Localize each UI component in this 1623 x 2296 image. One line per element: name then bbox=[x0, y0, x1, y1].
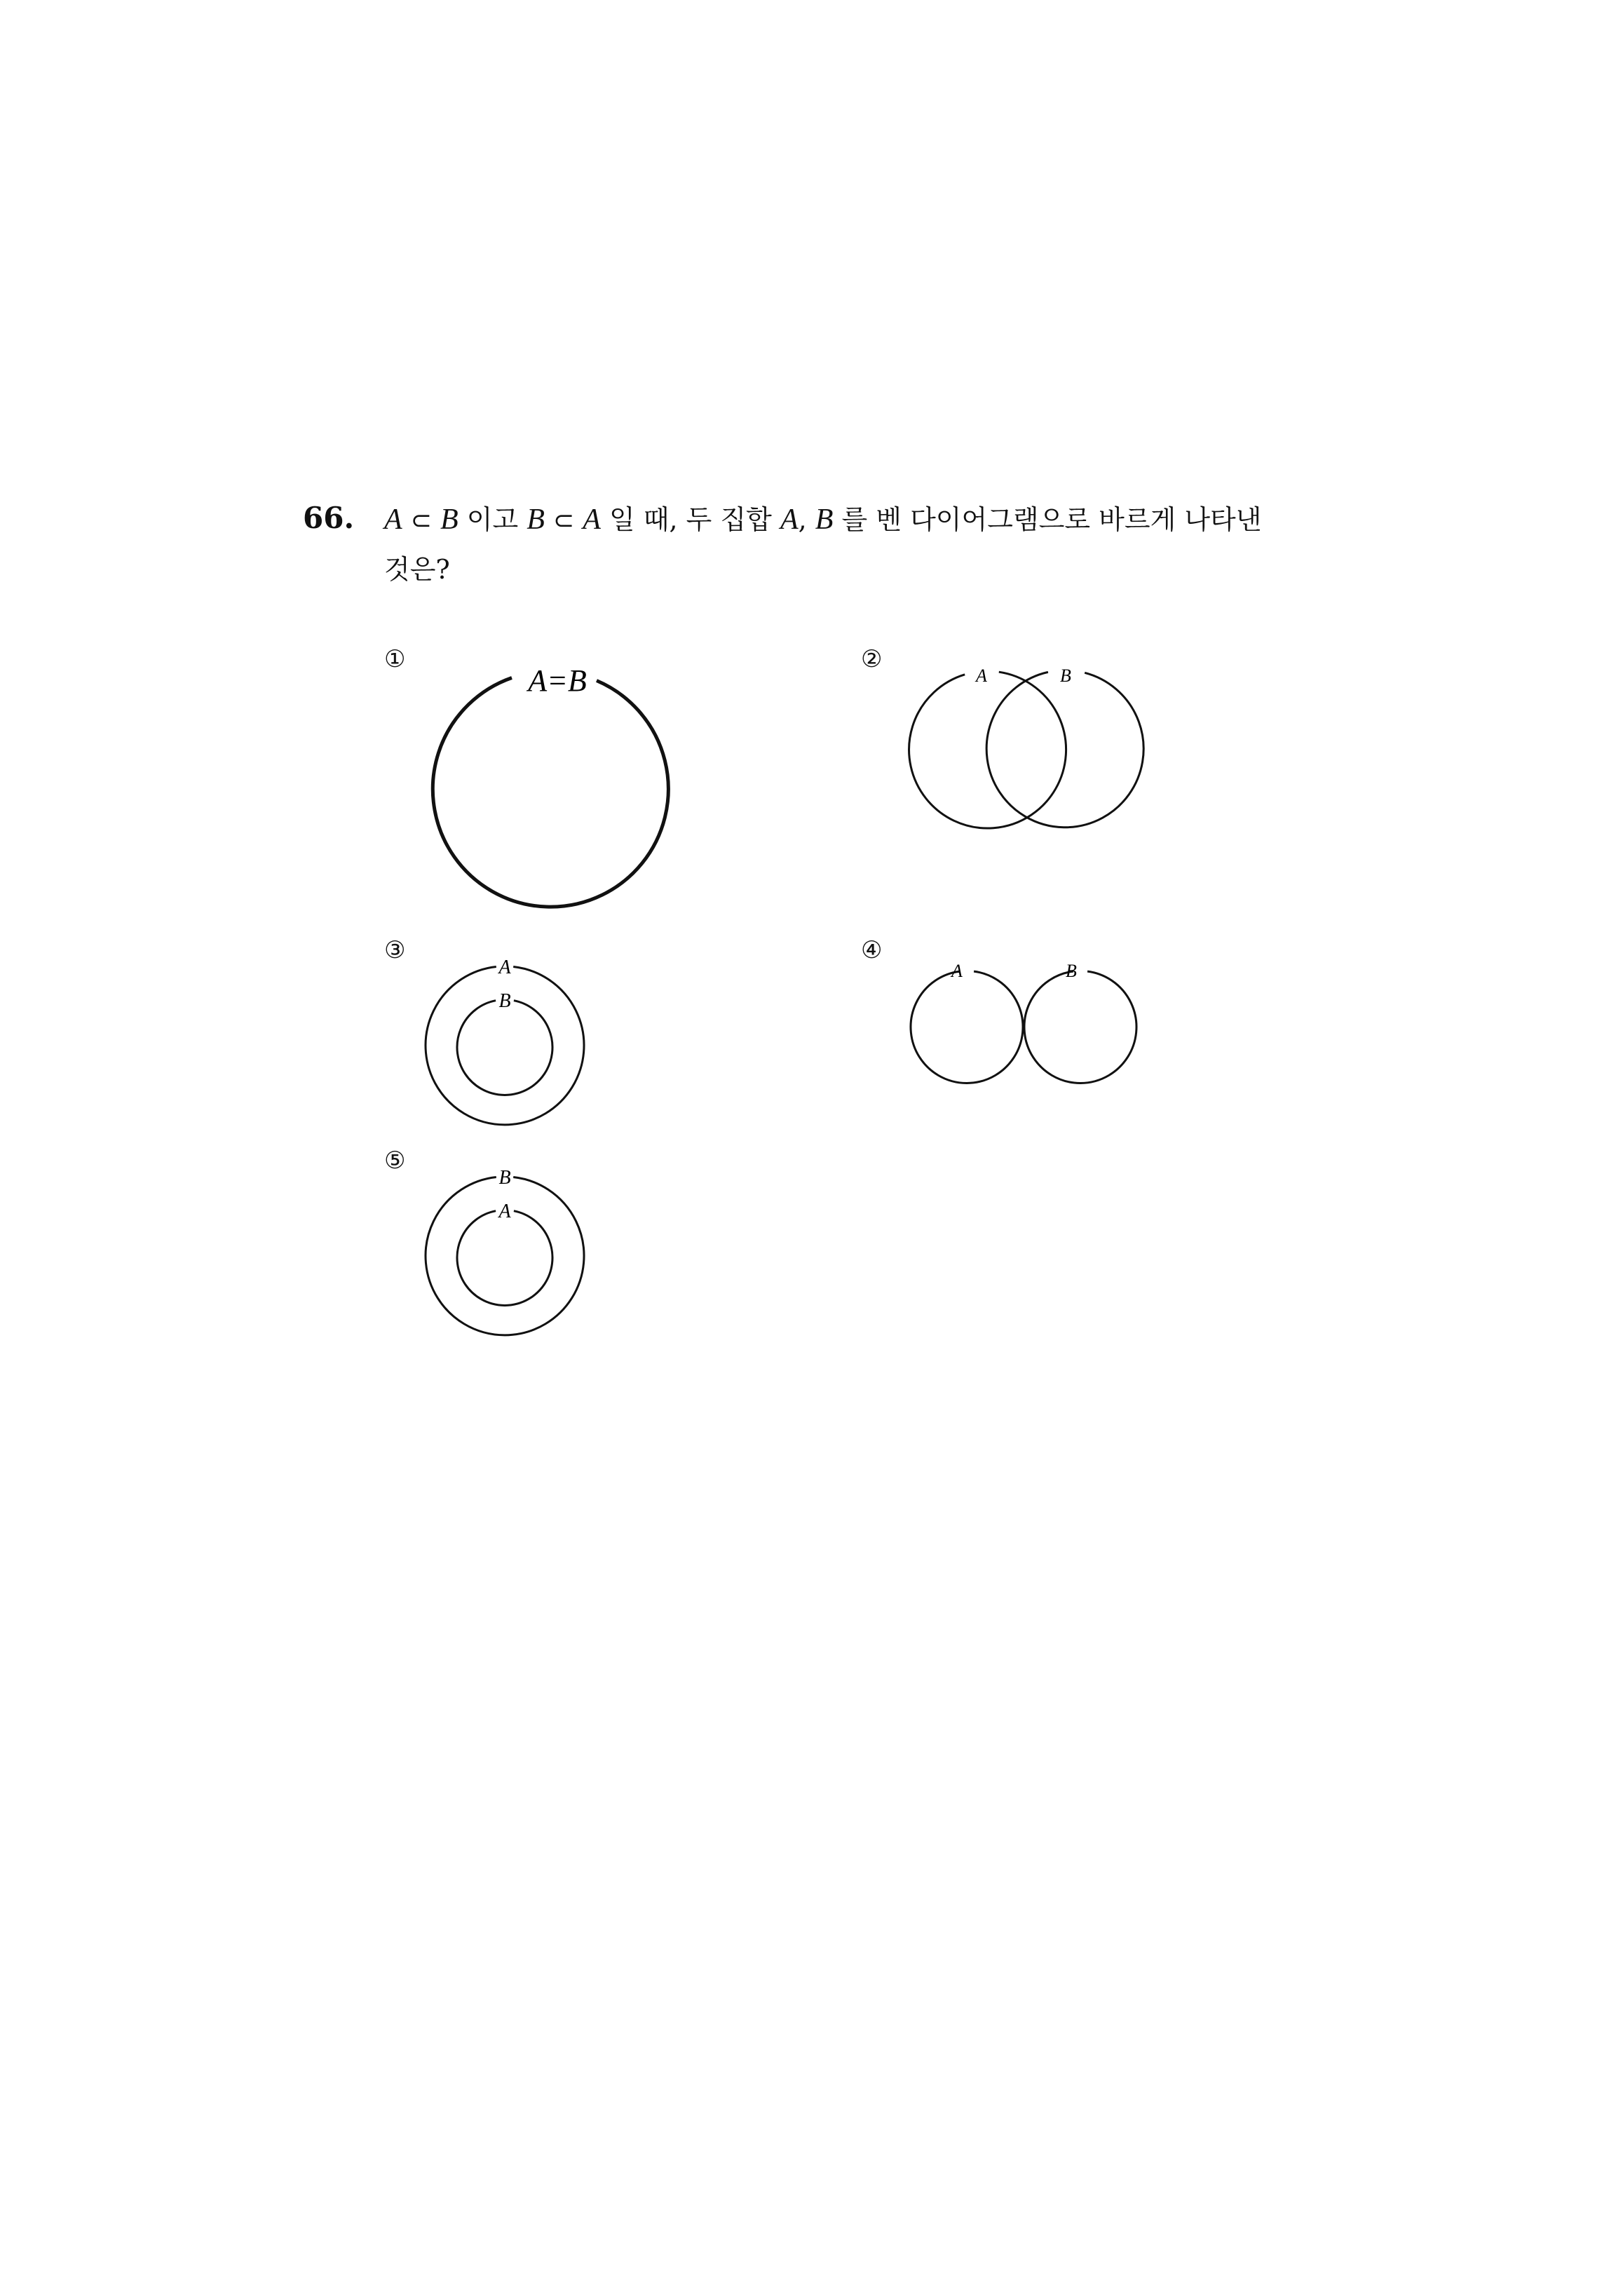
choice-4-mark[interactable]: ④ bbox=[861, 936, 883, 964]
label-a-equals-b: A=B bbox=[528, 663, 587, 698]
circle-inner-a bbox=[457, 1211, 552, 1306]
choice-1-mark[interactable]: ① bbox=[384, 645, 406, 673]
label-b: B bbox=[1060, 666, 1071, 686]
label-b: B bbox=[1066, 961, 1077, 981]
subset-symbol: ⊂ bbox=[410, 506, 432, 535]
set-a: A bbox=[780, 504, 799, 536]
label-outer-b: B bbox=[498, 1167, 511, 1189]
choice-1-diagram[interactable] bbox=[421, 652, 701, 933]
circle-b bbox=[1024, 971, 1136, 1083]
text-comma: , bbox=[798, 504, 815, 535]
label-a: A bbox=[951, 961, 963, 981]
circle-inner-b bbox=[457, 1001, 552, 1095]
label-inner-b: B bbox=[498, 990, 511, 1012]
question-number: 66. bbox=[303, 501, 355, 535]
text-condition: 일 때, 두 집합 bbox=[600, 504, 780, 535]
set-b: B bbox=[440, 504, 459, 536]
set-b: B bbox=[815, 504, 834, 536]
choice-3-diagram[interactable] bbox=[421, 947, 617, 1143]
subset-symbol: ⊂ bbox=[553, 506, 575, 535]
label-outer-a: A bbox=[498, 957, 511, 978]
set-a: A bbox=[583, 504, 601, 536]
label-a: A bbox=[976, 666, 987, 686]
choice-2-diagram[interactable] bbox=[890, 659, 1171, 842]
set-b: B bbox=[527, 504, 545, 536]
text-and: 이고 bbox=[458, 504, 527, 535]
choice-5-diagram[interactable] bbox=[421, 1157, 617, 1353]
circle-a bbox=[911, 971, 1023, 1083]
question-text-line-2: 것은? bbox=[384, 554, 450, 585]
choice-4-diagram[interactable] bbox=[890, 957, 1143, 1098]
circle-a-equals-b bbox=[433, 678, 668, 907]
question-text-line-1 bbox=[384, 502, 1261, 537]
choice-2-mark[interactable]: ② bbox=[861, 645, 883, 673]
label-inner-a: A bbox=[498, 1201, 511, 1222]
text-instruction: 를 벤 다이어그램으로 바르게 나타낸 bbox=[833, 504, 1262, 535]
choice-5-mark[interactable]: ⑤ bbox=[384, 1147, 406, 1175]
choice-3-mark[interactable]: ③ bbox=[384, 936, 406, 964]
set-a: A bbox=[384, 504, 402, 536]
